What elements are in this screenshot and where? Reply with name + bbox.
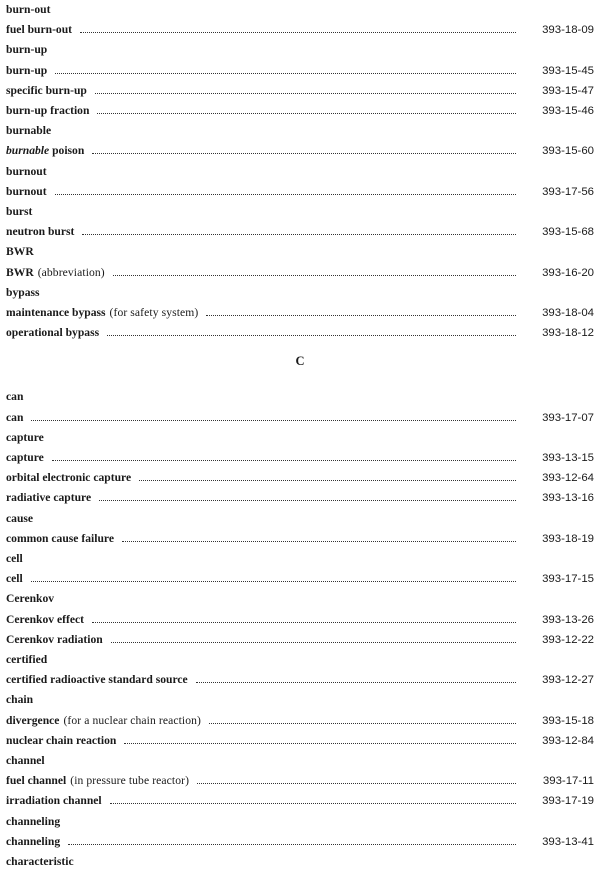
leader-dots <box>197 782 516 784</box>
entry-term: nuclear chain reaction <box>6 733 117 747</box>
leader-dots <box>31 419 516 421</box>
entry-reference-number: 393-17-15 <box>542 573 594 586</box>
leader-dots <box>92 152 516 154</box>
index-entry <box>6 448 594 468</box>
leader-dots <box>209 722 516 724</box>
entry-reference-number: 393-15-47 <box>542 84 594 97</box>
index-entry <box>6 468 594 488</box>
leader-dots <box>97 112 516 114</box>
index-entry <box>6 711 594 731</box>
entry-term: cell <box>6 572 23 586</box>
entry-term: irradiation channel <box>6 794 102 808</box>
index-entry <box>6 20 594 40</box>
entry-term: Cerenkov radiation <box>6 632 103 646</box>
index-entry <box>6 670 594 690</box>
index-entry <box>6 303 594 323</box>
entry-reference-number: 393-16-20 <box>542 266 594 279</box>
leader-dots <box>111 641 516 643</box>
entry-reference-number: 393-13-41 <box>542 835 594 848</box>
entry-term: burnout <box>6 184 47 198</box>
leader-dots <box>68 843 516 845</box>
entry-reference-number: 393-17-19 <box>542 795 594 808</box>
entry-term: burn-up <box>6 63 48 77</box>
index-heading: chain <box>6 693 34 707</box>
index-heading: cell <box>6 552 23 565</box>
index-heading: burn-out <box>6 3 51 16</box>
index-heading: bypass <box>6 285 40 299</box>
section-letter: C <box>295 354 305 369</box>
entry-term: maintenance bypass <box>6 306 106 319</box>
entry-term: burnable poison <box>6 144 85 158</box>
entry-qualifier: (abbreviation) <box>37 265 105 279</box>
index-heading: characteristic <box>6 855 74 868</box>
entry-reference-number: 393-12-84 <box>542 734 594 747</box>
entry-term-italic: burnable <box>6 144 50 158</box>
entry-reference-number: 393-15-68 <box>542 226 594 239</box>
entry-reference-number: 393-15-46 <box>542 105 594 117</box>
entry-term: orbital electronic capture <box>6 471 132 485</box>
index-heading: channel <box>6 754 45 767</box>
index-entry <box>6 323 594 343</box>
entry-term: radiative capture <box>6 491 92 505</box>
entry-term: certified radioactive standard source <box>6 673 188 687</box>
index-entry <box>6 263 594 283</box>
entry-qualifier: (in pressure tube reactor) <box>70 774 190 788</box>
leader-dots <box>110 802 516 804</box>
entry-reference-number: 393-17-56 <box>542 185 594 198</box>
index-entry <box>6 141 594 161</box>
entry-reference-number: 393-12-64 <box>542 472 594 485</box>
index-heading: burnable <box>6 124 52 138</box>
entry-reference-number: 393-12-22 <box>542 633 594 646</box>
entry-term: BWR <box>6 265 34 279</box>
leader-dots <box>196 681 516 683</box>
leader-dots <box>31 580 516 582</box>
leader-dots <box>82 233 516 235</box>
entry-reference-number: 393-18-19 <box>542 532 594 545</box>
entry-reference-number: 393-18-04 <box>542 307 594 319</box>
leader-dots <box>122 540 516 542</box>
index-entry <box>6 61 594 81</box>
entry-qualifier: (for safety system) <box>109 306 199 319</box>
index-entry <box>6 731 594 751</box>
index-heading: BWR <box>6 245 34 259</box>
index-entry <box>6 791 594 811</box>
index-entry <box>6 630 594 650</box>
index-entry <box>6 182 594 202</box>
entry-term: divergence <box>6 713 60 727</box>
entry-reference-number: 393-13-26 <box>542 613 594 626</box>
leader-dots <box>52 459 516 461</box>
entry-reference-number: 393-18-09 <box>542 24 594 37</box>
index-heading: cause <box>6 511 34 525</box>
index-heading: certified <box>6 653 48 666</box>
leader-dots <box>139 479 516 481</box>
index-entry <box>6 771 594 791</box>
entry-reference-number: 393-15-45 <box>542 64 594 77</box>
entry-reference-number: 393-13-16 <box>542 492 594 505</box>
entry-term: burn-up fraction <box>6 104 90 117</box>
index-heading: channeling <box>6 814 61 828</box>
entry-term: neutron burst <box>6 225 75 239</box>
leader-dots <box>99 499 516 501</box>
index-heading: can <box>6 390 24 404</box>
leader-dots <box>95 92 516 94</box>
index-entry <box>6 610 594 630</box>
index-entry <box>6 488 594 508</box>
entry-term: can <box>6 410 24 424</box>
entry-term: fuel burn-out <box>6 23 73 37</box>
index-entry <box>6 408 594 428</box>
entry-qualifier: (for a nuclear chain reaction) <box>63 713 201 727</box>
entry-term: capture <box>6 451 44 464</box>
leader-dots <box>113 274 516 276</box>
leader-dots <box>124 742 516 744</box>
index-entry <box>6 832 594 852</box>
leader-dots <box>55 193 516 195</box>
index-entry <box>6 222 594 242</box>
entry-reference-number: 393-17-07 <box>542 411 594 424</box>
index-entry <box>6 529 594 549</box>
index-heading: burst <box>6 205 33 218</box>
index-entry <box>6 569 594 589</box>
entry-term: common cause failure <box>6 531 114 545</box>
index-heading: Cerenkov <box>6 592 55 606</box>
entry-reference-number: 393-17-11 <box>542 775 594 788</box>
entry-term: channeling <box>6 834 61 848</box>
entry-reference-number: 393-13-15 <box>542 452 594 464</box>
entry-reference-number: 393-15-60 <box>542 145 594 158</box>
leader-dots <box>80 31 516 33</box>
index-heading: burn-up <box>6 43 48 57</box>
entry-reference-number: 393-12-27 <box>542 674 594 687</box>
entry-term: operational bypass <box>6 326 100 340</box>
index-heading: capture <box>6 430 44 444</box>
leader-dots <box>92 621 516 623</box>
index-heading: burnout <box>6 164 47 178</box>
index-entry <box>6 81 594 101</box>
leader-dots <box>206 314 516 316</box>
entry-term: Cerenkov effect <box>6 612 85 626</box>
index-entry <box>6 101 594 121</box>
leader-dots <box>107 334 516 336</box>
entry-term: specific burn-up <box>6 83 87 97</box>
entry-reference-number: 393-18-12 <box>542 327 594 340</box>
entry-term: fuel channel <box>6 774 67 788</box>
entry-reference-number: 393-15-18 <box>542 714 594 727</box>
leader-dots <box>55 72 516 74</box>
